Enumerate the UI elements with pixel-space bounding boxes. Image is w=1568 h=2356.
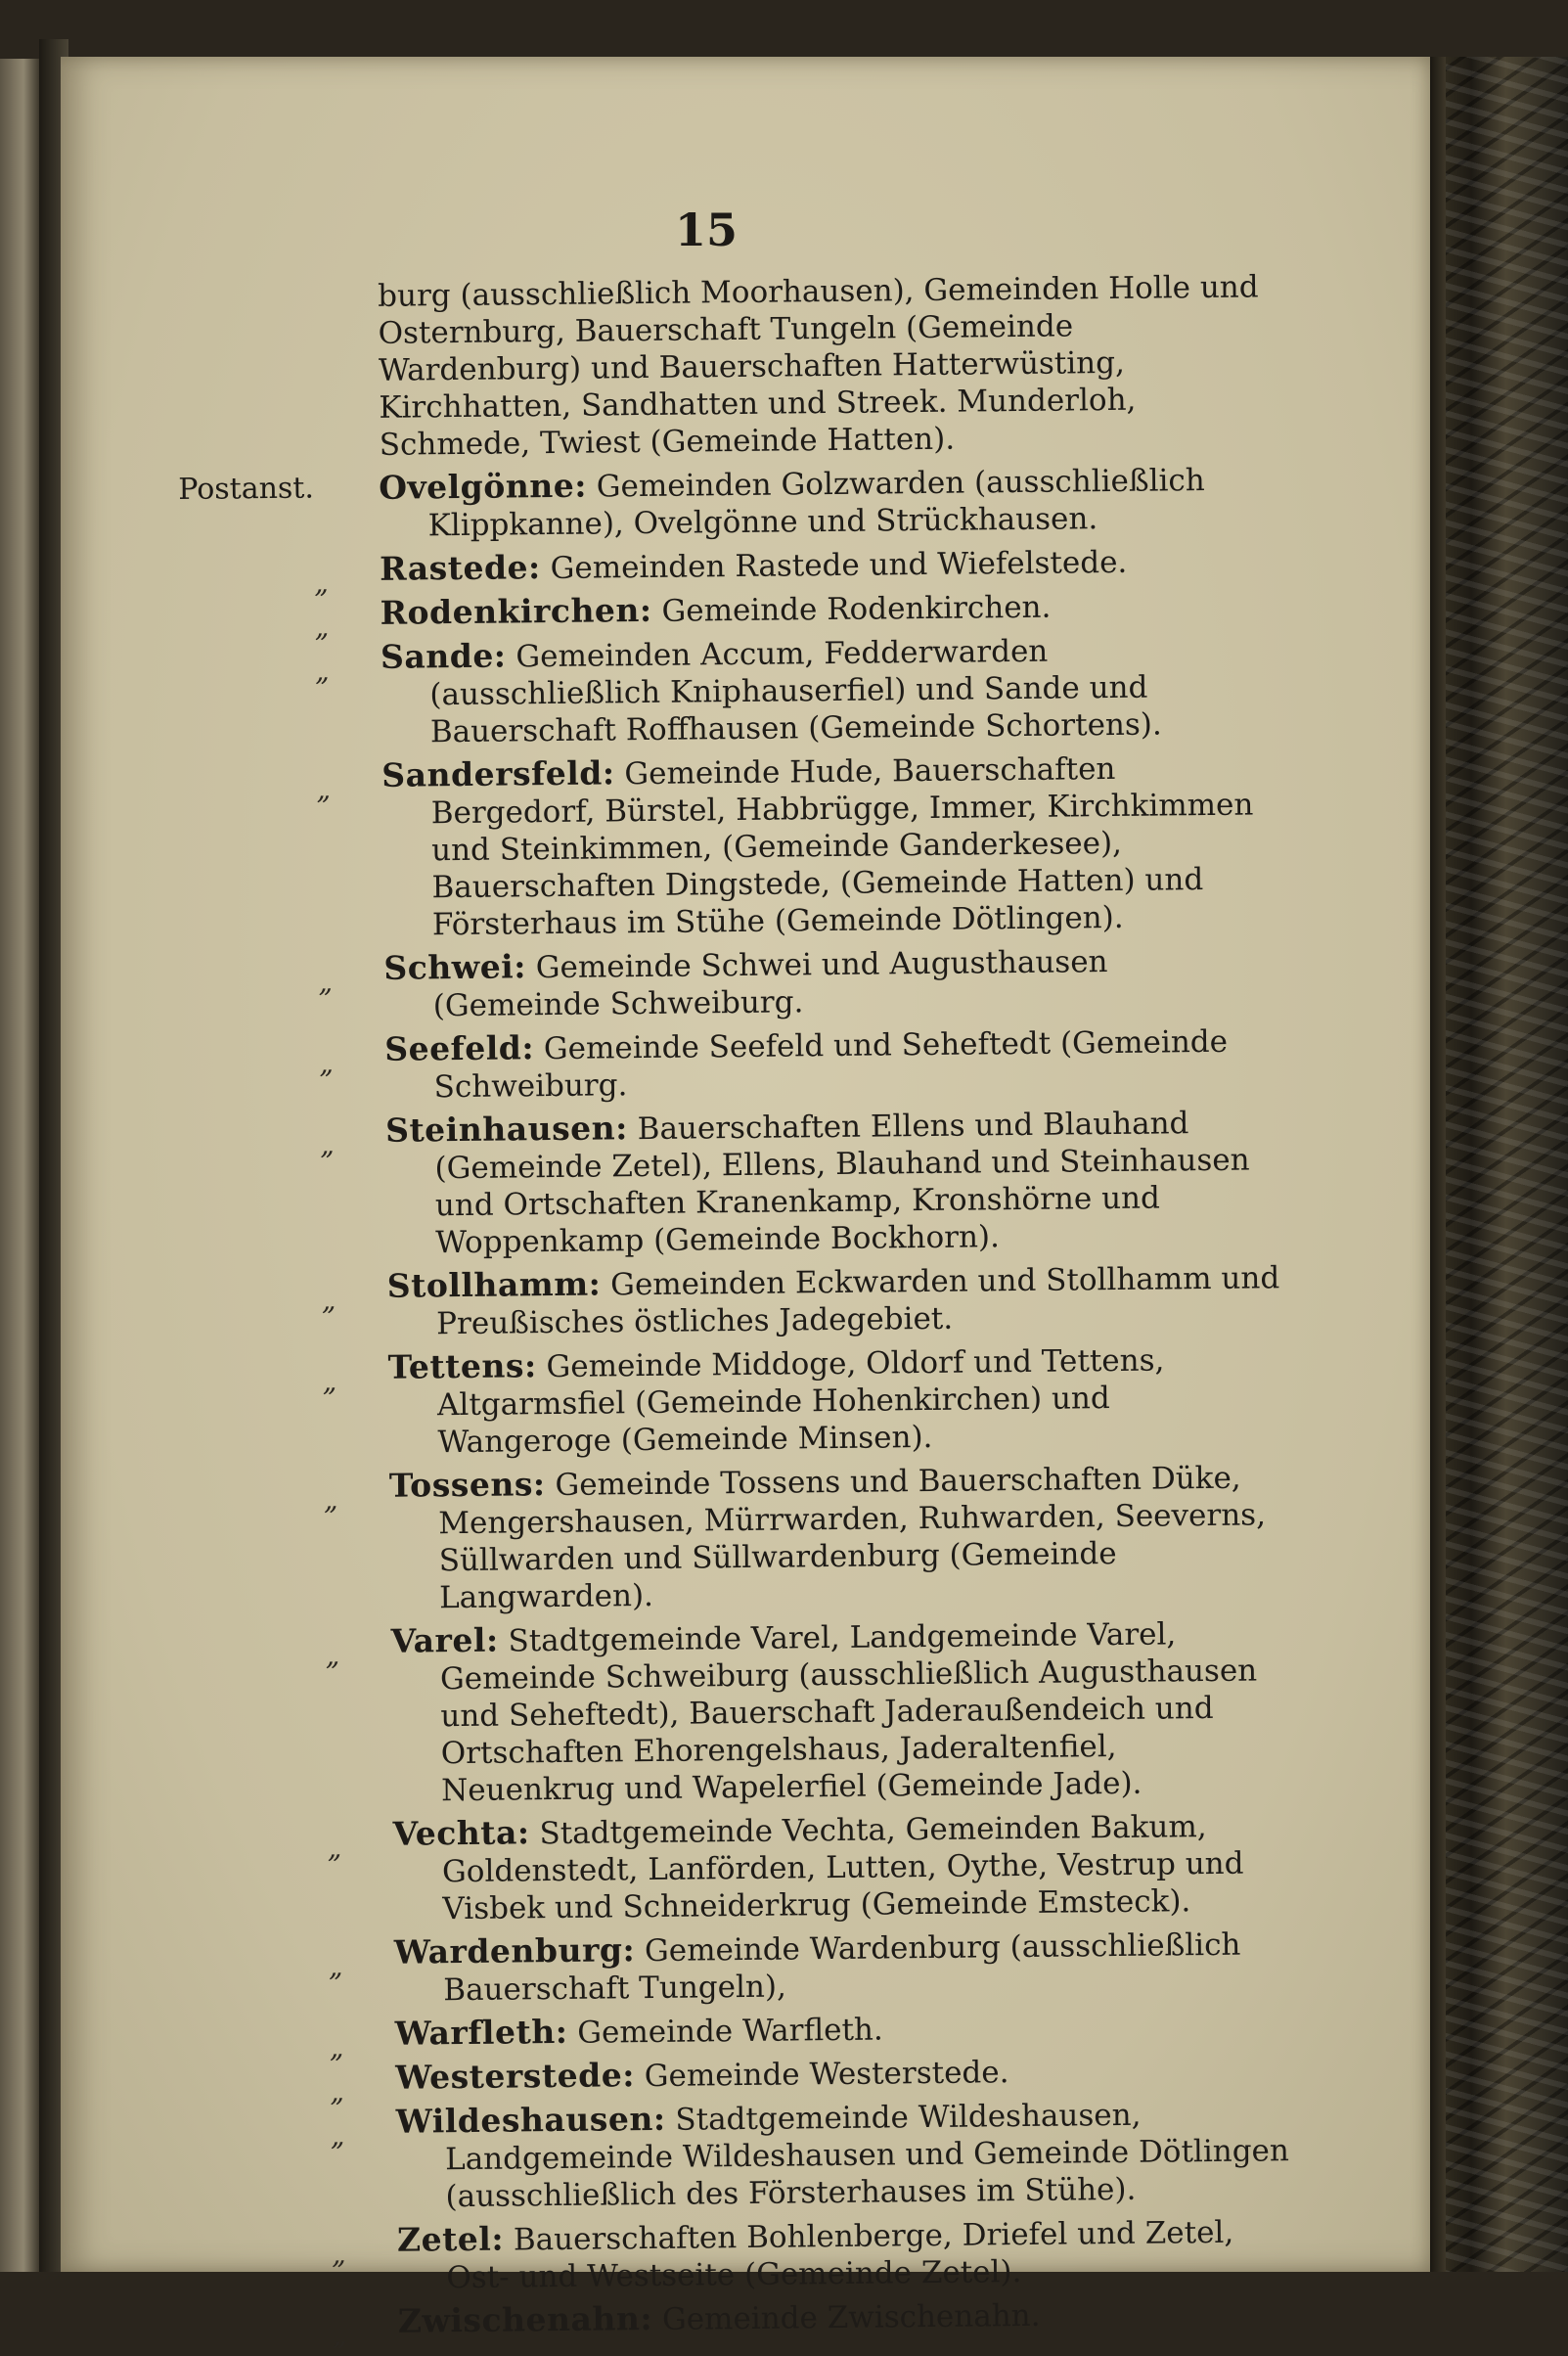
place-description: Gemeinden Golzwarden (ausschließlich Klippkanne), Ovelgönne und Strückhausen. <box>427 462 1205 544</box>
place-description: Gemeinde Warfleth. <box>567 2012 883 2051</box>
list-item <box>197 2212 1293 2299</box>
place-description: Gemeinde Seefeld und Seheftedt (Gemeinde Schweiburg. <box>433 1023 1229 1106</box>
place-description: Gemeinden Rastede und Wiefelstede. <box>540 544 1128 587</box>
ditto-mark: „ <box>328 1950 343 1983</box>
ditto-mark: „ <box>322 1365 337 1398</box>
book-page <box>61 57 1430 2352</box>
list-item <box>190 1613 1287 1812</box>
place-description: Gemeinden Eckwarden und Stollhamm und Preußisches östliches Jadegebiet. <box>436 1260 1280 1342</box>
ditto-mark: „ <box>314 611 330 644</box>
marbled-cover-edge <box>1430 57 1568 2272</box>
place-description: Bauerschaften Ellens und Blauhand (Gemeinde Zetel), Ellens, Blauhand und Steinhausen und Ortschaften Kranenkamp, Kronshörne und Woppenkamp (Gemeinde Bockhorn). <box>434 1106 1250 1261</box>
place-description: Gemeinde Hude, Bauerschaften Bergedorf, Bürstel, Habbrügge, Immer, Kirchkimmen und Steinkimmen, (Gemeinde Ganderkesee), Bauerschaften Dingstede, (Gemeinde Hatten) und Försterhaus im Stühe (Gemeinde Dötlingen). <box>430 750 1254 943</box>
ditto-mark: „ <box>316 773 332 806</box>
ditto-mark: „ <box>314 566 329 600</box>
ditto-mark: „ <box>331 2238 346 2271</box>
list-item <box>198 2293 1293 2352</box>
place-name: Tettens: <box>387 1346 537 1386</box>
list-item <box>192 1806 1288 1930</box>
list-item <box>181 748 1278 946</box>
list-item <box>179 585 1275 644</box>
list-item <box>195 2006 1290 2064</box>
list-item <box>196 2094 1292 2218</box>
place-name: Varel: <box>390 1620 499 1660</box>
ditto-mark: „ <box>327 1832 342 1865</box>
place-name: Sande: <box>380 636 507 676</box>
place-name: Tossens: <box>388 1465 546 1505</box>
place-name: Zwischenahn: <box>397 2299 653 2340</box>
place-name: Schwei: <box>383 947 527 987</box>
entry-list <box>178 460 1293 2352</box>
list-item <box>187 1258 1283 1345</box>
ditto-mark: „ <box>320 1128 335 1161</box>
place-description: Stadtgemeinde Wildeshausen, Landgemeinde Wildeshausen und Gemeinde Dötlingen (ausschließlich des Försterhauses im Stühe). <box>444 2097 1290 2215</box>
place-description: Stadtgemeinde Varel, Landgemeinde Varel, Gemeinde Schweiburg (ausschließlich Augusthausen und Seheftedt), Bauerschaft Jaderaußendeich und Ortschaften Ehorengelshaus, Jaderaltenfiel, Neuenkrug und Wapelerfiel (Gemeinde Jade). <box>439 1616 1258 1809</box>
ditto-mark: „ <box>325 1639 340 1672</box>
ditto-mark: „ <box>330 2075 345 2108</box>
place-name: Steinhausen: <box>384 1109 629 1150</box>
list-item <box>185 1103 1282 1264</box>
place-name: Warfleth: <box>394 2012 568 2053</box>
place-name: Zetel: <box>396 2219 505 2259</box>
entry-label: Postanst. <box>178 471 315 507</box>
place-description: Gemeinde Zwischenahn. <box>651 2297 1041 2338</box>
left-page-edge <box>0 59 39 2272</box>
place-name: Wildeshausen: <box>395 2099 666 2141</box>
list-item <box>195 2050 1290 2108</box>
place-description: Stadtgemeinde Vechta, Gemeinden Bakum, Goldenstedt, Lanförden, Lutten, Oythe, Vestrup und Visbek und Schneiderkrug (Gemeinde Emsteck). <box>441 1809 1244 1927</box>
page-content <box>176 268 1293 2352</box>
place-name: Sandersfeld: <box>381 753 615 794</box>
place-description: Gemeinden Accum, Fedderwarden (ausschließlich Kniphauserfiel) und Sande und Bauerschaft Roffhausen (Gemeinde Schortens). <box>429 633 1162 750</box>
list-item <box>180 629 1277 753</box>
place-description: Gemeinde Tossens und Bauerschaften Düke, Mengershausen, Mürrwarden, Ruhwarden, Seeverns, Süllwarden und Süllwardenburg (Gemeinde Langwarden). <box>438 1460 1267 1616</box>
place-description: Gemeinde Wardenburg (ausschließlich Bauerschaft Tungeln), <box>443 1926 1241 2009</box>
list-item <box>189 1458 1286 1619</box>
ditto-mark: „ <box>315 655 330 688</box>
ditto-mark: „ <box>321 1284 336 1317</box>
list-item <box>187 1339 1283 1464</box>
place-name: Stollhamm: <box>386 1264 602 1305</box>
place-description: Bauerschaften Bohlenberge, Driefel und Zetel, Ost- und Westseite (Gemeinde Zetel). <box>446 2214 1234 2296</box>
ditto-mark: „ <box>330 2119 345 2152</box>
place-name: Westerstede: <box>395 2056 636 2097</box>
ditto-mark: „ <box>323 1483 338 1517</box>
place-name: Wardenburg: <box>393 1930 636 1971</box>
ditto-mark: „ <box>318 966 334 999</box>
place-name: Rodenkirchen: <box>380 590 652 632</box>
page-number: 15 <box>674 204 738 256</box>
list-item <box>179 541 1275 600</box>
place-name: Seefeld: <box>384 1028 535 1068</box>
place-name: Vechta: <box>392 1813 530 1853</box>
ditto-mark: „ <box>332 2319 347 2352</box>
list-item <box>194 1925 1290 2012</box>
list-item <box>184 1021 1280 1109</box>
continuation-paragraph: burg (ausschließlich Moorhausen), Gemeinden Holle und Osternburg, Bauerschaft Tungeln (Gemeinde Wardenburg) und Bauerschaften Hatterwüsting, Kirchhatten, Sandhatten und Streek. Munderloh, Schmede, Twiest (Gemeinde Hatten). <box>377 269 1259 463</box>
place-name: Rastede: <box>379 548 541 588</box>
ditto-mark: „ <box>329 2031 344 2064</box>
ditto-mark: „ <box>319 1047 335 1080</box>
cover-spine-edge <box>1430 57 1446 2272</box>
place-description: Gemeinde Rodenkirchen. <box>651 589 1052 629</box>
list-item <box>183 940 1279 1027</box>
place-description: Gemeinde Schwei und Augusthausen (Gemeinde Schweiburg. <box>432 944 1108 1024</box>
place-name: Ovelgönne: <box>379 466 588 507</box>
place-description: Gemeinde Westerstede. <box>634 2055 1009 2095</box>
list-item <box>178 460 1275 547</box>
place-description: Gemeinde Middoge, Oldorf und Tettens, Altgarmsfiel (Gemeinde Hohenkirchen) und Wangeroge (Gemeinde Minsen). <box>436 1342 1165 1461</box>
